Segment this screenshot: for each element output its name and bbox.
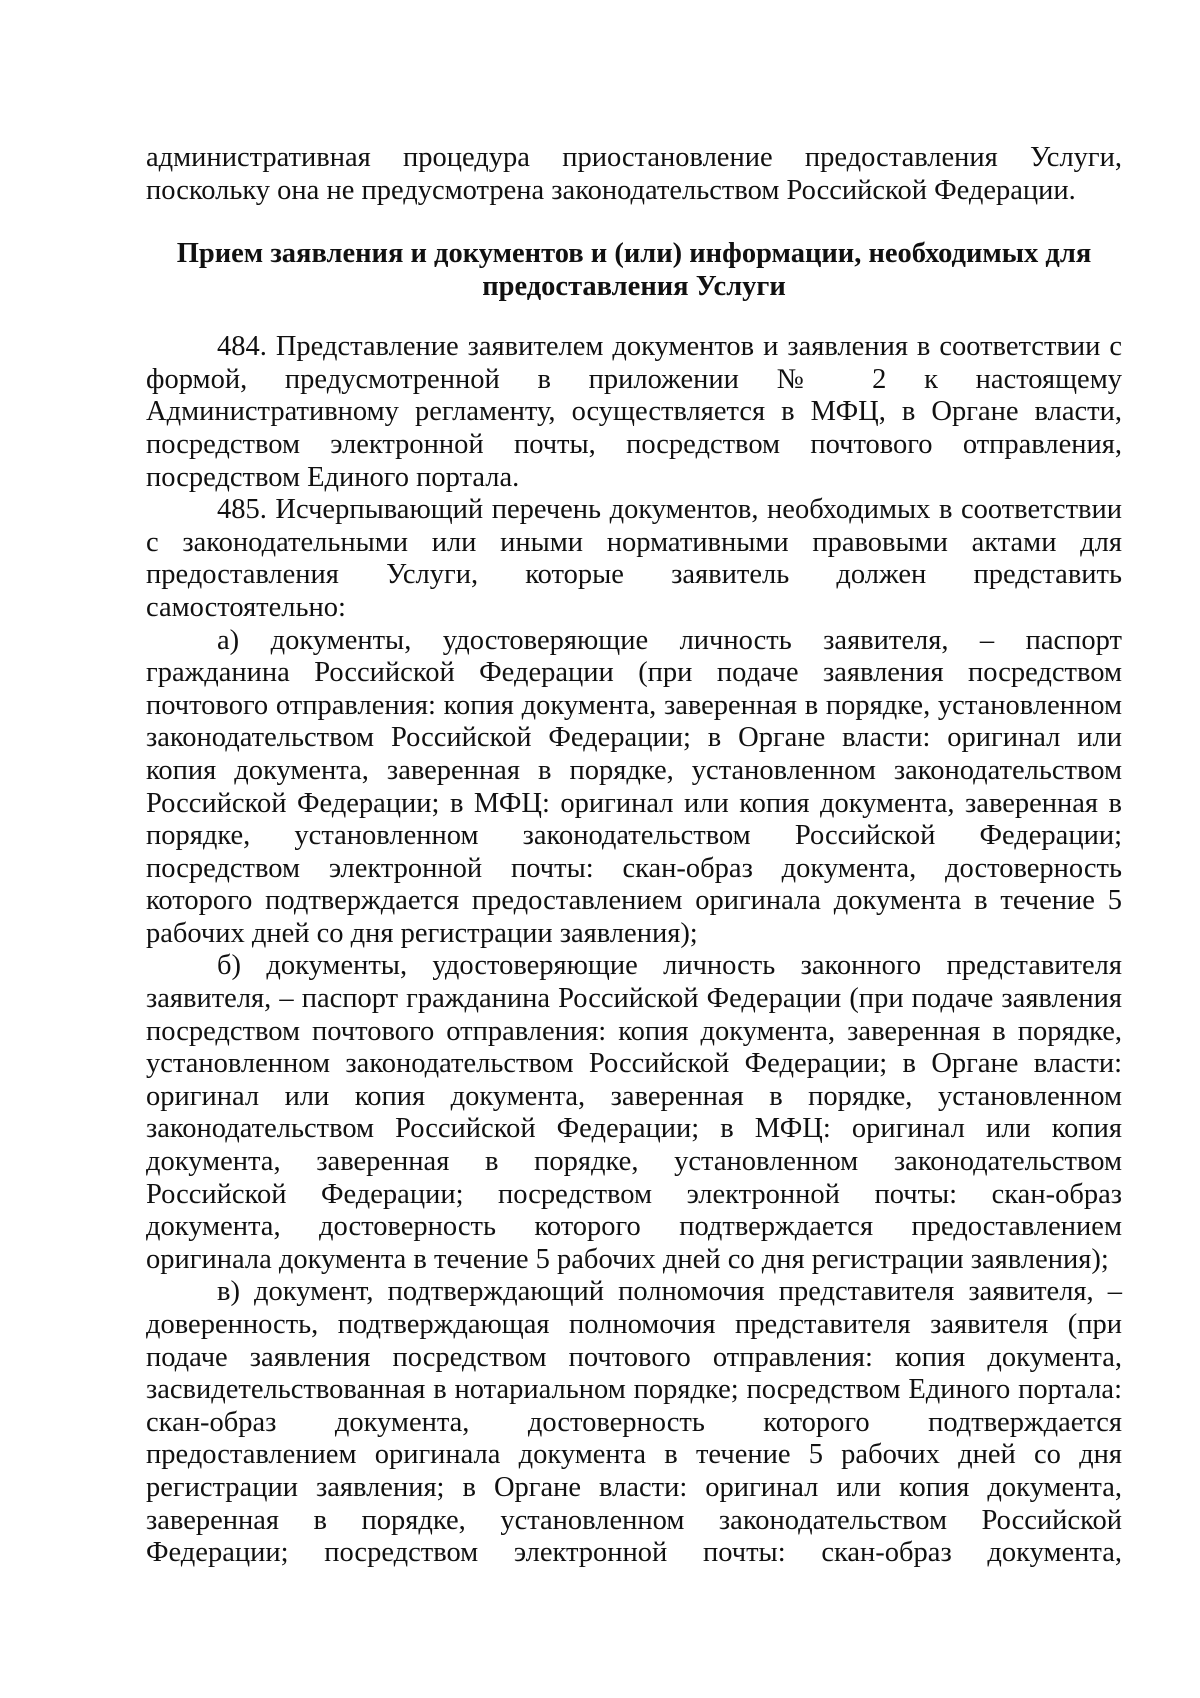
text-line: б) документы, удостоверяющие личность законного представителя (217, 950, 1122, 982)
document-page (146, 142, 1122, 1570)
text-line: почтового отправления: копия документа, заверенная в порядке, установленном (146, 689, 1122, 721)
heading-line: Прием заявления и документов и (или) информации, необходимых для (176, 238, 1092, 270)
paragraph-484 (146, 331, 1122, 494)
text-line: которого подтверждается предоставлением оригинала документа в течение 5 (146, 885, 1122, 917)
text-line: Российской Федерации; в МФЦ: оригинал или копия документа, заверенная в (146, 787, 1122, 819)
text-line: Административному регламенту, осуществляется в МФЦ, в Органе власти, (146, 396, 1122, 428)
text-line: с законодательными или иными нормативными правовыми актами для (146, 526, 1122, 558)
text-line: подаче заявления посредством почтового отправления: копия документа, (146, 1341, 1122, 1373)
text-line: формой, предусмотренной в приложении № 2 к настоящему (146, 363, 1122, 395)
text-line: оригинала документа в течение 5 рабочих дней со дня регистрации заявления); (146, 1243, 1109, 1275)
text-line: поскольку она не предусмотрена законодательством Российской Федерации. (146, 174, 1076, 206)
text-line: законодательством Российской Федерации; в МФЦ: оригинал или копия (146, 1113, 1122, 1145)
heading-line: предоставления Услуги (482, 271, 786, 303)
text-line: в) документ, подтверждающий полномочия представителя заявителя, – (217, 1276, 1122, 1308)
text-line: Российской Федерации; посредством электронной почты: скан-образ (146, 1178, 1122, 1210)
paragraph-item-b (146, 950, 1122, 1276)
text-line: законодательством Российской Федерации; в Органе власти: оригинал или (146, 722, 1122, 754)
text-line: регистрации заявления; в Органе власти: оригинал или копия документа, (146, 1471, 1122, 1503)
text-line: установленном законодательством Российской Федерации; в Органе власти: (146, 1048, 1122, 1080)
text-line: предоставления Услуги, которые заявитель должен представить (146, 559, 1122, 591)
text-line: засвидетельствованная в нотариальном порядке; посредством Единого портала: (146, 1374, 1122, 1406)
text-line: 485. Исчерпывающий перечень документов, необходимых в соответствии (217, 494, 1122, 526)
text-line: предоставлением оригинала документа в течение 5 рабочих дней со дня (146, 1439, 1122, 1471)
text-line: оригинал или копия документа, заверенная в порядке, установленном (146, 1080, 1122, 1112)
text-line: административная процедура приостановление предоставления Услуги, (146, 142, 1122, 173)
text-line: посредством почтового отправления: копия документа, заверенная в порядке, (146, 1015, 1122, 1047)
text-line: гражданина Российской Федерации (при подаче заявления посредством (146, 657, 1122, 689)
text-line: документа, заверенная в порядке, установленном законодательством (146, 1146, 1122, 1178)
text-line: доверенность, подтверждающая полномочия представителя заявителя (при (146, 1309, 1122, 1340)
text-line: 484. Представление заявителем документов и заявления в соответствии с (217, 331, 1122, 363)
text-line: заверенная в порядке, установленном законодательством Российской (146, 1504, 1122, 1536)
text-line: скан-образ документа, достоверность которого подтверждается (146, 1406, 1122, 1438)
text-line: рабочих дней со дня регистрации заявления); (146, 917, 698, 949)
text-line: Федерации; посредством электронной почты: скан-образ документа, (146, 1537, 1122, 1569)
text-line: самостоятельно: (146, 591, 346, 623)
paragraph-485 (146, 494, 1122, 624)
intro-text (146, 142, 1122, 207)
text-line: посредством электронной почты, посредством почтового отправления, (146, 428, 1122, 460)
text-line: заявителя, – паспорт гражданина Российской Федерации (при подаче заявления (146, 983, 1122, 1015)
paragraph-item-v (146, 1276, 1122, 1569)
section-heading (146, 237, 1122, 303)
text-line: копия документа, заверенная в порядке, установленном законодательством (146, 754, 1122, 786)
text-line: а) документы, удостоверяющие личность заявителя, – паспорт (217, 624, 1122, 656)
text-line: посредством Единого портала. (146, 461, 520, 493)
paragraph-item-a (146, 625, 1122, 951)
text-line: документа, достоверность которого подтверждается предоставлением (146, 1211, 1122, 1243)
text-line: посредством электронной почты: скан-образ документа, достоверность (146, 852, 1122, 884)
text-line: порядке, установленном законодательством Российской Федерации; (146, 820, 1122, 852)
